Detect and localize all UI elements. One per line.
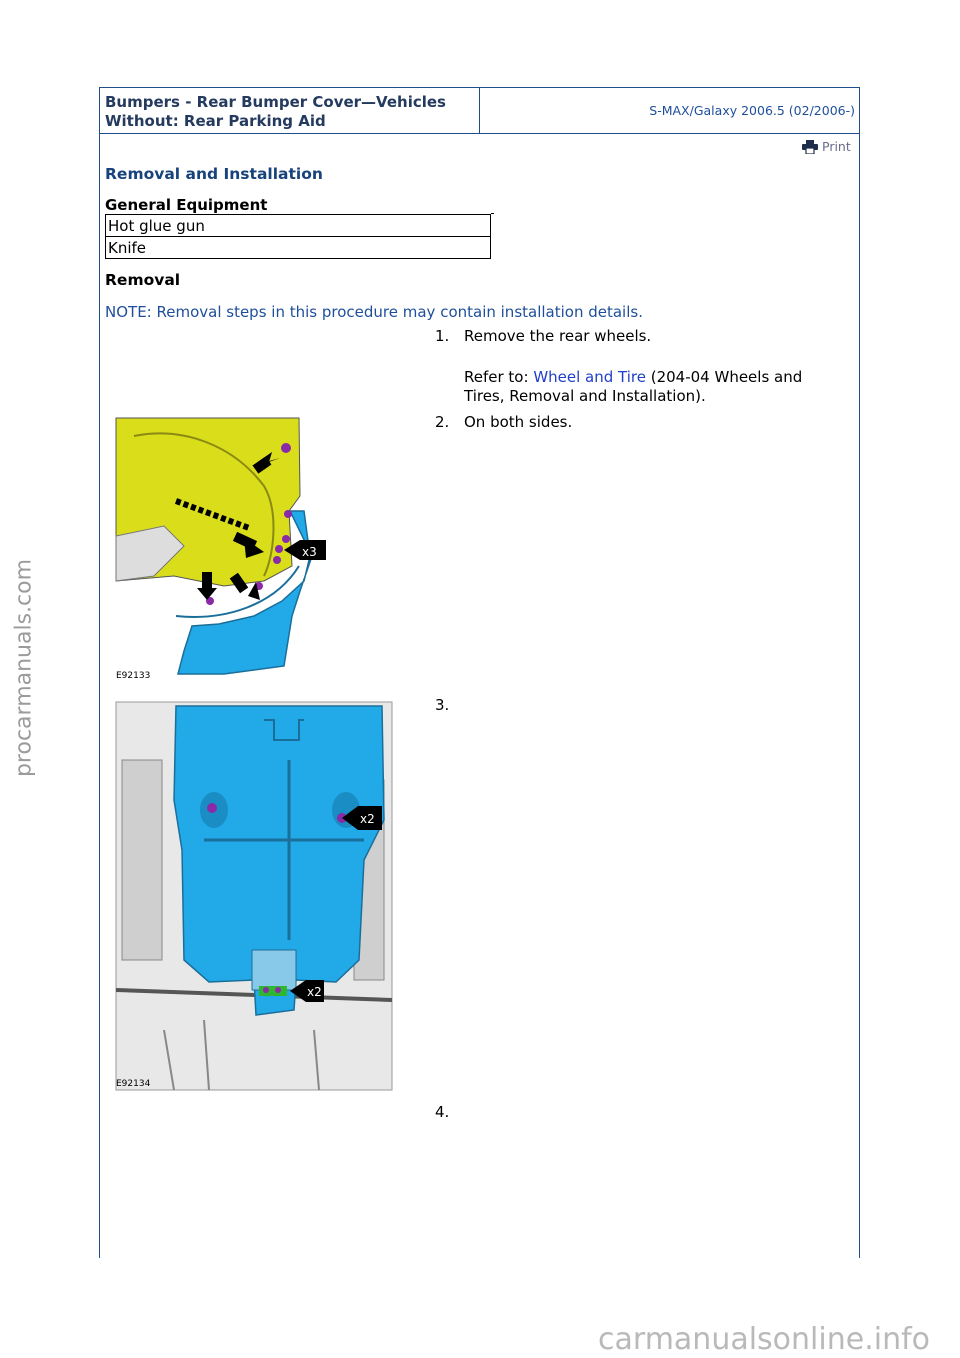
step-3-number: 3.	[435, 696, 450, 714]
equipment-item: Hot glue gun	[106, 215, 491, 237]
document-header	[100, 88, 859, 134]
document-frame	[99, 87, 860, 1258]
step-1-reference	[464, 368, 802, 406]
step-2-number: 2.	[435, 413, 450, 431]
print-label[interactable]: Print	[822, 139, 851, 154]
page-title-line-2: Without: Rear Parking Aid	[105, 112, 326, 130]
figure-code: E92133	[116, 671, 151, 681]
equipment-item: Knife	[106, 237, 491, 259]
figure-mudflap	[114, 416, 354, 686]
refer-suffix: (204-04 Wheels and	[645, 368, 803, 386]
header-divider	[479, 88, 480, 133]
table-row	[106, 237, 491, 259]
equipment-table	[105, 214, 491, 259]
bottom-watermark: carmanualsonline.info	[598, 1322, 930, 1357]
side-watermark-text: procarmanuals.com	[11, 558, 37, 777]
callout-x2-upper: x2	[360, 812, 375, 826]
step-4-number: 4.	[435, 1103, 450, 1121]
removal-note: NOTE: Removal steps in this procedure may contain installation details.	[105, 303, 643, 321]
page-title-line-1: Bumpers - Rear Bumper Cover—Vehicles	[105, 93, 446, 111]
figure-code: E92134	[116, 1079, 151, 1089]
step-1-text: Remove the rear wheels.	[464, 327, 652, 345]
wheel-and-tire-link[interactable]: Wheel and Tire	[533, 368, 646, 386]
table-row	[106, 215, 491, 237]
vehicle-model: S-MAX/Galaxy 2006.5 (02/2006-)	[649, 103, 855, 118]
side-watermark	[4, 560, 44, 775]
figure-underbody-shield	[114, 700, 394, 1092]
table-corner-tick	[491, 213, 494, 214]
underbody-illustration	[114, 700, 394, 1092]
step-1-number: 1.	[435, 327, 450, 345]
refer-prefix: Refer to:	[464, 368, 534, 386]
callout-x2-lower: x2	[307, 985, 322, 999]
equipment-heading: General Equipment	[105, 196, 268, 214]
step-2-text: On both sides.	[464, 413, 573, 431]
printer-icon	[802, 140, 818, 154]
section-title: Removal and Installation	[105, 165, 323, 183]
removal-heading: Removal	[105, 271, 181, 289]
page-title	[105, 93, 475, 131]
refer-suffix-2: Tires, Removal and Installation).	[464, 387, 706, 405]
print-button[interactable]	[802, 139, 851, 154]
callout-x3: x3	[302, 545, 317, 559]
mudflap-illustration	[114, 416, 354, 686]
